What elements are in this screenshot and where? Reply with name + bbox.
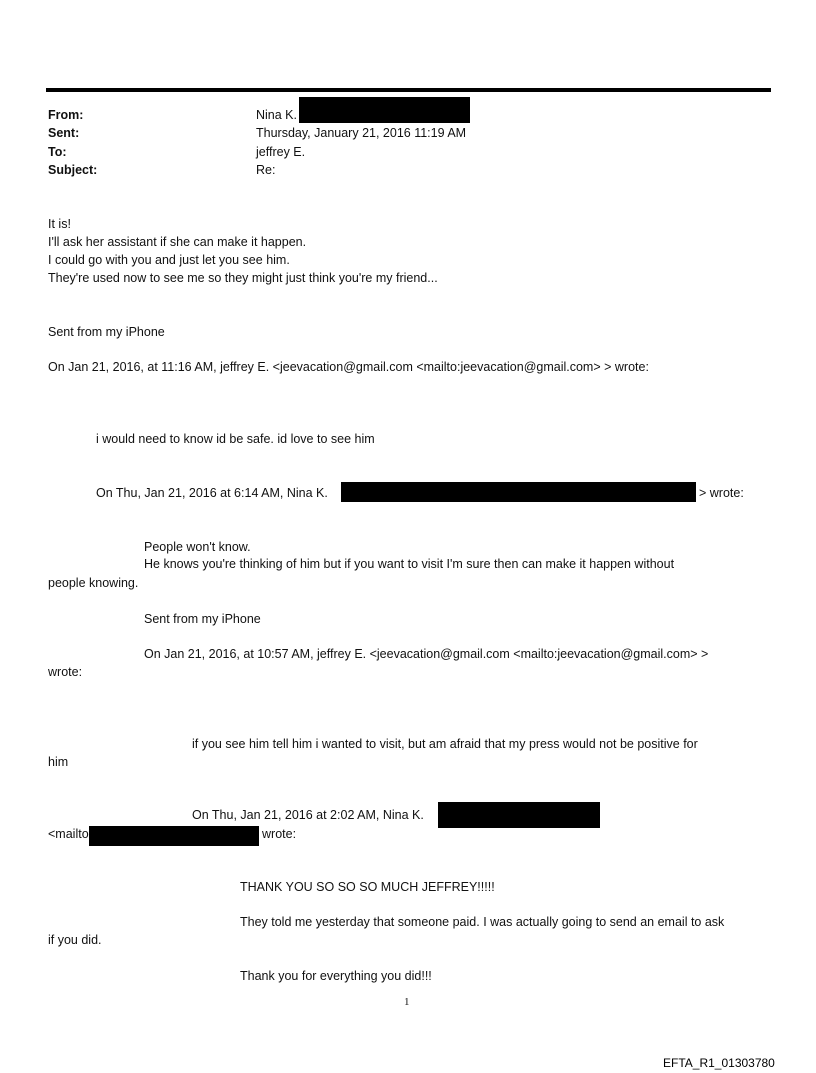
quoted-text: THANK YOU SO SO SO MUCH JEFFREY!!!!! — [240, 880, 495, 894]
redaction-box — [341, 482, 696, 502]
redaction-box — [438, 802, 600, 828]
sent-value: Thursday, January 21, 2016 11:19 AM — [256, 126, 467, 140]
page-number: 1 — [404, 996, 410, 1008]
from-label: From: — [48, 108, 84, 122]
quote-header-wrap: <mailto — [48, 827, 89, 841]
quoted-text: him — [48, 755, 69, 769]
to-value: jeffrey E. — [256, 145, 306, 159]
quote-header: On Thu, Jan 21, 2016 at 6:14 AM, Nina K. — [96, 486, 328, 500]
to-label: To: — [48, 145, 67, 159]
subject-value: Re: — [256, 163, 276, 177]
subject-label: Subject: — [48, 163, 98, 177]
from-value: Nina K. — [256, 108, 297, 122]
body-line: They're used now to see me so they might just think you're my friend... — [48, 271, 438, 285]
quote-header: On Jan 21, 2016, at 11:16 AM, jeffrey E. <jeevacation@gmail.com <mailto:jeevacation@gmail.com> > wrote: — [48, 360, 649, 374]
signature: Sent from my iPhone — [144, 612, 261, 626]
redaction-box — [89, 826, 259, 846]
quoted-text: if you see him tell him i wanted to visit, but am afraid that my press would not be positive for — [192, 737, 698, 751]
quote-header: On Thu, Jan 21, 2016 at 2:02 AM, Nina K. — [192, 808, 424, 822]
quote-header-end: wrote: — [262, 827, 297, 841]
signature: Sent from my iPhone — [48, 325, 165, 339]
quoted-text: He knows you're thinking of him but if you want to visit I'm sure then can make it happen without — [144, 557, 675, 571]
quote-header-end: > wrote: — [699, 486, 744, 500]
quoted-text: Thank you for everything you did!!! — [240, 969, 432, 983]
quoted-text: i would need to know id be safe. id love to see him — [96, 432, 375, 446]
quoted-text: People won't know. — [144, 540, 251, 554]
document-id: EFTA_R1_01303780 — [663, 1056, 775, 1070]
body-line: I'll ask her assistant if she can make it happen. — [48, 235, 307, 249]
header-rule — [46, 88, 771, 92]
quoted-text: if you did. — [48, 933, 102, 947]
sent-label: Sent: — [48, 126, 80, 140]
quoted-text: people knowing. — [48, 576, 139, 590]
body-line: It is! — [48, 217, 71, 231]
quote-header-wrap: wrote: — [48, 665, 83, 679]
quoted-text: They told me yesterday that someone paid. I was actually going to send an email to ask — [240, 915, 725, 929]
quote-header: On Jan 21, 2016, at 10:57 AM, jeffrey E. <jeevacation@gmail.com <mailto:jeevacation@gmail.com> > — [144, 647, 709, 661]
redaction-box — [299, 97, 470, 123]
body-line: I could go with you and just let you see him. — [48, 253, 290, 267]
